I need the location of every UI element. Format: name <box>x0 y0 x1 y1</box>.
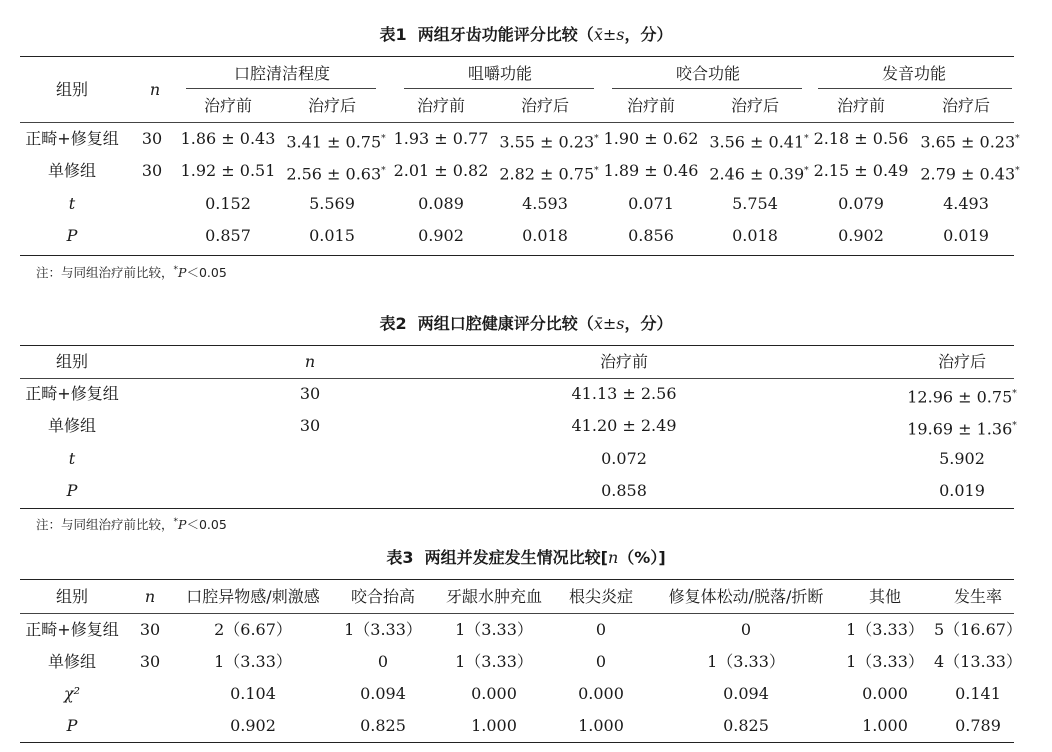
table1-header-measure <box>882 64 946 84</box>
note-p: P <box>178 517 187 532</box>
note-p: P <box>178 265 187 280</box>
table3-header <box>669 587 824 607</box>
table3-caption <box>0 545 1052 568</box>
cell-text: 1（3.33） <box>344 620 422 639</box>
table1-row-n <box>142 161 162 181</box>
table1-value-cell <box>628 226 674 246</box>
table1-value-cell <box>920 161 1019 184</box>
table3-value-cell <box>230 716 276 736</box>
cell-text: 0.104 <box>230 684 276 703</box>
cell-text: 0.789 <box>955 716 1001 735</box>
table2-value-cell <box>571 384 676 404</box>
cell-text: 其他 <box>868 587 902 606</box>
significance-mark: * <box>1015 166 1020 176</box>
table3-row-n <box>140 652 160 672</box>
table1-subheader <box>627 96 675 116</box>
table3-value-cell <box>214 652 292 672</box>
cell-text: 单修组 <box>47 161 97 180</box>
note-prefix: 注：与同组治疗前比较， <box>36 265 174 280</box>
table1-header-group <box>56 80 88 100</box>
table3-header <box>351 587 415 607</box>
table1-value-cell <box>838 226 884 246</box>
table1-value-cell <box>709 161 808 184</box>
significance-mark: * <box>594 134 599 144</box>
table3-row-label <box>67 716 78 736</box>
cell-text: 4（13.33） <box>934 652 1022 671</box>
cell-text: 治疗后 <box>520 96 570 115</box>
table3-value-cell <box>596 652 606 672</box>
table1-header-measure <box>468 64 532 84</box>
caption-gap <box>407 25 418 44</box>
table3-value-cell <box>955 716 1001 736</box>
table3-value-cell <box>378 652 388 672</box>
table2-value-cell <box>939 449 985 469</box>
cell-text: t <box>68 194 76 213</box>
table1-header-measure <box>676 64 740 84</box>
table3-value-cell <box>230 684 276 704</box>
table1-value-cell <box>418 194 464 214</box>
cell-text: 5.902 <box>939 449 985 468</box>
table3-row-n <box>140 620 160 640</box>
note-mark: * <box>173 264 179 275</box>
cell-text: 0 <box>377 652 389 671</box>
table1-group-rule <box>404 88 594 89</box>
table3-value-cell <box>707 652 785 672</box>
cell-text: 3.41 ± 0.75 <box>286 132 382 152</box>
caption-label: 表3 <box>386 548 414 567</box>
table2-value-cell <box>601 449 647 469</box>
table3-header <box>56 587 88 607</box>
table2-row-label <box>25 384 118 404</box>
table1-value-cell <box>604 161 699 181</box>
table2-header-n <box>305 352 315 372</box>
cell-text: 0.856 <box>628 226 674 245</box>
table1-header-n <box>150 80 160 100</box>
table1-value-cell <box>394 129 489 149</box>
table1-value-cell <box>499 161 598 184</box>
caption-label: 表1 <box>379 25 407 44</box>
cell-text: 1（3.33） <box>846 652 924 671</box>
cell-text: 组别 <box>55 587 89 606</box>
table2-note <box>36 515 227 533</box>
cell-text: 2.01 ± 0.82 <box>393 161 489 180</box>
table3-value-cell <box>214 620 292 640</box>
table1-row-label <box>67 226 78 246</box>
cell-text: 组别 <box>55 80 89 99</box>
table1-subheader <box>521 96 569 116</box>
table3-value-cell <box>596 620 606 640</box>
cell-text: 治疗后 <box>307 96 357 115</box>
table3-value-cell <box>578 716 624 736</box>
cell-text: P <box>66 716 78 735</box>
table1-row-label <box>69 194 75 214</box>
cell-text: 牙龈水肿充血 <box>445 587 543 606</box>
caption-text: 两组口腔健康评分比较（ <box>417 314 594 333</box>
cell-text: 0.079 <box>838 194 884 213</box>
table1-value-cell <box>732 194 778 214</box>
caption-sym: x̄±s <box>593 314 625 333</box>
cell-text: 5.569 <box>309 194 355 213</box>
cell-text: 0.018 <box>522 226 568 245</box>
table1-subheader <box>417 96 465 116</box>
significance-mark: * <box>1012 389 1017 399</box>
cell-text: 咬合功能 <box>675 64 741 83</box>
cell-text: n <box>304 352 316 371</box>
table1-value-cell <box>394 161 489 181</box>
table2-row-label <box>69 449 75 469</box>
table1-value-cell <box>943 226 989 246</box>
table2-header-after <box>938 352 986 372</box>
cell-text: 2.15 ± 0.49 <box>813 161 909 180</box>
table1-value-cell <box>286 129 385 152</box>
table2-value-cell <box>571 416 676 436</box>
significance-mark: * <box>804 166 809 176</box>
note-prefix: 注：与同组治疗前比较， <box>36 517 174 532</box>
cell-text: n <box>149 80 161 99</box>
cell-text: 咀嚼功能 <box>467 64 533 83</box>
table3-bottom-rule <box>20 742 1014 743</box>
cell-text: 2.82 ± 0.75 <box>499 164 595 184</box>
table1-value-cell <box>709 129 808 152</box>
cell-text: 1（3.33） <box>214 652 292 671</box>
cell-text: 0.902 <box>230 716 276 735</box>
table3-row-label <box>25 620 118 640</box>
caption-gap <box>414 548 425 567</box>
table1-subheader <box>204 96 252 116</box>
cell-text: 0.857 <box>205 226 251 245</box>
significance-mark: * <box>594 166 599 176</box>
cell-text: 0 <box>740 620 752 639</box>
table3-value-cell <box>723 684 769 704</box>
cell-text: 0.825 <box>360 716 406 735</box>
table2-value-cell <box>939 481 985 501</box>
significance-mark: * <box>804 134 809 144</box>
cell-text: 0.015 <box>309 226 355 245</box>
table2-header-before <box>600 352 648 372</box>
table1-value-cell <box>604 129 699 149</box>
cell-text: 1.90 ± 0.62 <box>603 129 699 148</box>
table3-value-cell <box>578 684 624 704</box>
cell-text: 30 <box>141 161 163 180</box>
table3-value-cell <box>344 620 422 640</box>
cell-text: t <box>68 449 76 468</box>
cell-text: 1.000 <box>578 716 624 735</box>
cell-text: 2.18 ± 0.56 <box>813 129 909 148</box>
table1-value-cell <box>181 161 276 181</box>
table3-value-cell <box>934 652 1022 672</box>
note-mark: * <box>173 516 179 527</box>
cell-text: 5（16.67） <box>934 620 1022 639</box>
cell-text: 治疗后 <box>941 96 991 115</box>
table1-group-rule <box>186 88 376 89</box>
cell-text: 0 <box>595 620 607 639</box>
table1-value-cell <box>814 161 909 181</box>
table3-row-label <box>64 684 80 704</box>
cell-text: n <box>144 587 156 606</box>
cell-text: 1.000 <box>471 716 517 735</box>
cell-text: 治疗前 <box>416 96 466 115</box>
table2-value-cell <box>601 481 647 501</box>
caption-end: ，分） <box>624 314 673 333</box>
table2-row-n <box>300 416 320 436</box>
table1-value-cell <box>309 194 355 214</box>
table3-value-cell <box>862 716 908 736</box>
cell-text: 修复体松动/脱落/折断 <box>668 587 824 606</box>
cell-text: 根尖炎症 <box>568 587 634 606</box>
cell-text: 0.000 <box>862 684 908 703</box>
cell-text: 发生率 <box>953 587 1003 606</box>
table3-header <box>446 587 542 607</box>
table2-header-group <box>56 352 88 372</box>
cell-text: 治疗后 <box>937 352 987 371</box>
table3-value-cell <box>455 652 533 672</box>
cell-text: 治疗前 <box>836 96 886 115</box>
table3-header <box>869 587 901 607</box>
table1-value-cell <box>838 194 884 214</box>
cell-text: 正畸+修复组 <box>25 384 119 403</box>
cell-text: P <box>66 481 78 500</box>
cell-text: 治疗前 <box>599 352 649 371</box>
table1-value-cell <box>286 161 385 184</box>
cell-text: 1（3.33） <box>707 652 785 671</box>
table1-group-rule <box>612 88 802 89</box>
cell-text: 1.89 ± 0.46 <box>603 161 699 180</box>
cell-text: 2.56 ± 0.63 <box>286 164 382 184</box>
table3-header <box>145 587 155 607</box>
cell-text: 0.000 <box>471 684 517 703</box>
table3-value-cell <box>471 716 517 736</box>
table3-value-cell <box>455 620 533 640</box>
table2-bottom-rule <box>20 508 1014 509</box>
table2-header-rule <box>20 378 1014 379</box>
cell-text: 2.79 ± 0.43 <box>920 164 1016 184</box>
cell-text: 3.65 ± 0.23 <box>920 132 1016 152</box>
table3-value-cell <box>471 684 517 704</box>
table2-value-cell <box>907 416 1017 439</box>
cell-text: 正畸+修复组 <box>25 129 119 148</box>
cell-text: 30 <box>139 652 161 671</box>
cell-text: 30 <box>141 129 163 148</box>
cell-text: 1.92 ± 0.51 <box>180 161 276 180</box>
cell-text: 口腔清洁程度 <box>233 64 331 83</box>
cell-text: 0.902 <box>838 226 884 245</box>
cell-text: 单修组 <box>47 652 97 671</box>
table2-caption <box>0 311 1052 334</box>
table1-subheader <box>731 96 779 116</box>
cell-text: 治疗前 <box>626 96 676 115</box>
table1-bottom-rule <box>20 255 1014 256</box>
table1-value-cell <box>814 129 909 149</box>
table2-row-label <box>67 481 78 501</box>
table1-group-rule <box>818 88 1012 89</box>
significance-mark: * <box>1015 134 1020 144</box>
cell-text: 4.493 <box>943 194 989 213</box>
note-suffix: ＜0.05 <box>186 517 227 532</box>
cell-text: 发音功能 <box>881 64 947 83</box>
table1-subheader <box>308 96 356 116</box>
cell-text: 0.141 <box>955 684 1001 703</box>
table1-value-cell <box>309 226 355 246</box>
table3-header <box>569 587 633 607</box>
significance-mark: * <box>1012 421 1017 431</box>
table3-value-cell <box>723 716 769 736</box>
cell-text: 单修组 <box>47 416 97 435</box>
caption-end: （%）] <box>618 548 666 567</box>
table1-caption <box>0 22 1052 45</box>
significance-mark: * <box>381 134 386 144</box>
cell-text: 3.56 ± 0.41 <box>709 132 805 152</box>
table1-top-rule <box>20 56 1014 57</box>
table3-value-cell <box>846 652 924 672</box>
table3-value-cell <box>862 684 908 704</box>
cell-text: 1（3.33） <box>455 652 533 671</box>
cell-text: 30 <box>299 384 321 403</box>
cell-text: 1（3.33） <box>846 620 924 639</box>
cell-text: 0.902 <box>418 226 464 245</box>
cell-text: 1.000 <box>862 716 908 735</box>
table3-value-cell <box>955 684 1001 704</box>
table3-value-cell <box>360 684 406 704</box>
cell-text: 1（3.33） <box>455 620 533 639</box>
caption-label: 表2 <box>379 314 407 333</box>
note-suffix: ＜0.05 <box>186 265 227 280</box>
cell-text: 30 <box>139 620 161 639</box>
table1-value-cell <box>732 226 778 246</box>
table1-subheader <box>837 96 885 116</box>
table1-value-cell <box>499 129 598 152</box>
table3-header-rule <box>20 613 1014 614</box>
caption-gap <box>407 314 418 333</box>
table1-value-cell <box>628 194 674 214</box>
cell-text: 咬合抬高 <box>350 587 416 606</box>
table1-value-cell <box>920 129 1019 152</box>
cell-text: 3.55 ± 0.23 <box>499 132 595 152</box>
cell-text: 治疗前 <box>203 96 253 115</box>
table1-row-label <box>25 129 118 149</box>
cell-text: 0.019 <box>939 481 985 500</box>
table1-header-measure <box>234 64 330 84</box>
cell-text: χ² <box>63 684 81 703</box>
cell-text: 41.13 ± 2.56 <box>571 384 677 403</box>
cell-text: 0.071 <box>628 194 674 213</box>
table1-value-cell <box>205 194 251 214</box>
table3-value-cell <box>741 620 751 640</box>
caption-text: 两组牙齿功能评分比较（ <box>417 25 594 44</box>
table3-value-cell <box>846 620 924 640</box>
caption-sym: x̄±s <box>593 25 625 44</box>
table3-top-rule <box>20 579 1014 580</box>
cell-text: P <box>66 226 78 245</box>
table1-value-cell <box>943 194 989 214</box>
cell-text: 0.019 <box>943 226 989 245</box>
table2-value-cell <box>907 384 1017 407</box>
cell-text: 0 <box>595 652 607 671</box>
table1-value-cell <box>205 226 251 246</box>
cell-text: 0.825 <box>723 716 769 735</box>
cell-text: 0.094 <box>360 684 406 703</box>
table1-header-rule <box>20 122 1014 123</box>
cell-text: 0.089 <box>418 194 464 213</box>
table3-value-cell <box>934 620 1022 640</box>
table2-row-label <box>48 416 96 436</box>
cell-text: 0.858 <box>601 481 647 500</box>
table1-value-cell <box>418 226 464 246</box>
table3-row-label <box>48 652 96 672</box>
cell-text: 治疗后 <box>730 96 780 115</box>
significance-mark: * <box>381 166 386 176</box>
cell-text: 正畸+修复组 <box>25 620 119 639</box>
cell-text: 19.69 ± 1.36 <box>907 419 1013 439</box>
cell-text: 2（6.67） <box>214 620 292 639</box>
cell-text: 4.593 <box>522 194 568 213</box>
cell-text: 0.072 <box>601 449 647 468</box>
table3-header <box>954 587 1002 607</box>
table1-value-cell <box>181 129 276 149</box>
cell-text: 0.018 <box>732 226 778 245</box>
table1-note <box>36 263 227 281</box>
table2-top-rule <box>20 345 1014 346</box>
table1-subheader <box>942 96 990 116</box>
table2-row-n <box>300 384 320 404</box>
cell-text: 0.152 <box>205 194 251 213</box>
cell-text: 组别 <box>55 352 89 371</box>
cell-text: 0.000 <box>578 684 624 703</box>
table1-value-cell <box>522 226 568 246</box>
table3-header <box>186 587 319 607</box>
cell-text: 41.20 ± 2.49 <box>571 416 677 435</box>
table1-row-n <box>142 129 162 149</box>
table1-value-cell <box>522 194 568 214</box>
table3-value-cell <box>360 716 406 736</box>
caption-end: ，分） <box>624 25 673 44</box>
cell-text: 2.46 ± 0.39 <box>709 164 805 184</box>
table1-row-label <box>48 161 96 181</box>
cell-text: 5.754 <box>732 194 778 213</box>
cell-text: 12.96 ± 0.75 <box>907 387 1013 407</box>
cell-text: 0.094 <box>723 684 769 703</box>
cell-text: 30 <box>299 416 321 435</box>
caption-sym: n <box>607 548 619 567</box>
cell-text: 1.93 ± 0.77 <box>393 129 489 148</box>
cell-text: 1.86 ± 0.43 <box>180 129 276 148</box>
cell-text: 口腔异物感/刺激感 <box>186 587 320 606</box>
caption-text: 两组并发症发生情况比较[ <box>424 548 608 567</box>
